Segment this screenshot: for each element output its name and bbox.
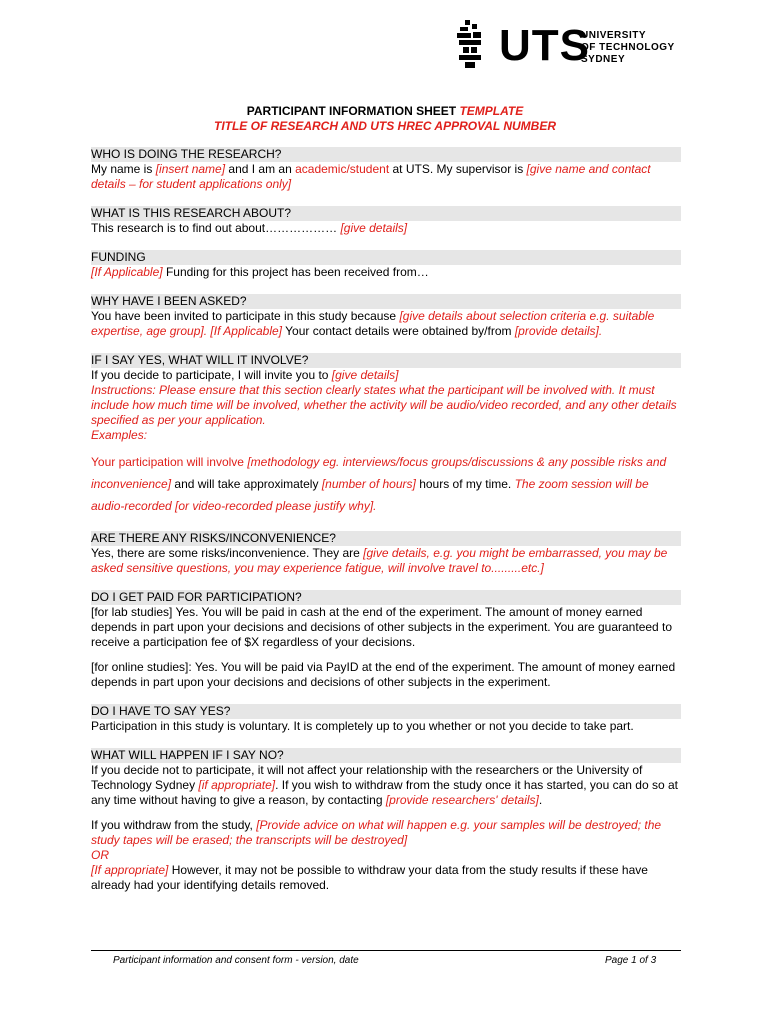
footer-version: Participant information and consent form - version, date [113, 955, 359, 966]
section-why-asked [91, 294, 681, 339]
section-text: [If Applicable] Funding for this project has been received from… [91, 265, 429, 279]
section-paid [91, 590, 681, 690]
section-about [91, 206, 681, 236]
document-body [91, 147, 681, 893]
section-text: This research is to find out about……………… [give details] [91, 221, 408, 235]
lab-studies-text: [for lab studies] Yes. You will be paid in cash at the end of the experiment. The amount of money earned depends in part upon your decisions and decisions of other subjects in the experiment. You are guaranteed to receive a participation fee of $X regardless of your decisions. [91, 605, 673, 649]
section-text: You have been invited to participate in this study because [give details about selection criteria e.g. suitable expertise, age group]. [If Applicable] Your contact details were obtained by/from [provide details]. [91, 309, 655, 338]
section-text: Participation in this study is voluntary. It is completely up to you whether or not you decide to take part. [91, 719, 634, 733]
section-heading: WHO IS DOING THE RESEARCH? [91, 147, 681, 162]
section-funding [91, 250, 681, 280]
uts-logo [455, 20, 685, 72]
logo-line-2: OF TECHNOLOGY [581, 42, 675, 53]
uts-emblem-icon [455, 20, 493, 70]
instructions-text: Instructions: Please ensure that this section clearly states what the participant will be involved with. It must include how much time will be involved, whether the activity will be audio/video recorded, and any other details specified as per your application. [91, 383, 677, 427]
section-text: Yes, there are some risks/inconvenience. They are [give details, e.g. you might be embarrassed, you may be asked sensitive questions, you may experience fatigue, will involve travel to.........etc.] [91, 546, 668, 575]
section-involve [91, 353, 681, 517]
footer-divider [91, 950, 681, 951]
online-studies-text: [for online studies]: Yes. You will be paid via PayID at the end of the experiment. The amount of money earned depends in part upon your decisions and decisions of other subjects in the experiment. [91, 660, 676, 689]
section-say-yes [91, 704, 681, 734]
examples-label: Examples: [91, 428, 148, 442]
section-text: My name is [insert name] and I am an academic/student at UTS. My supervisor is [give name and contact details – for student applications only] [91, 162, 651, 191]
example-text: Your participation will involve [methodology eg. interviews/focus groups/discussions & any possible risks and inconvenience] and will take approximately [number of hours] hours of my time. The zoom session will be audio-recorded [or video-recorded please justify why]. [91, 455, 667, 513]
section-risks [91, 531, 681, 576]
footer-page-number: Page 1 of 3 [605, 955, 657, 966]
section-heading: DO I GET PAID FOR PARTICIPATION? [91, 590, 681, 605]
section-heading: WHAT WILL HAPPEN IF I SAY NO? [91, 748, 681, 763]
section-heading: DO I HAVE TO SAY YES? [91, 704, 681, 719]
logo-line-3: SYDNEY [581, 54, 626, 65]
section-text: If you decide not to participate, it will not affect your relationship with the researchers or the University of Technology Sydney [if appropriate]. If you wish to withdraw from the study once it has started, you can do so at any time without having to give a reason, by contacting [provide researchers' details]. [91, 763, 678, 807]
or-text: OR [91, 848, 109, 862]
section-heading: FUNDING [91, 250, 681, 265]
section-text: If you decide to participate, I will invite you to [give details] [91, 368, 399, 382]
section-say-no [91, 748, 681, 893]
logo-line-1: UNIVERSITY [581, 30, 647, 41]
document-title: PARTICIPANT INFORMATION SHEET TEMPLATE [246, 104, 524, 118]
logo-wordmark: UTS [499, 21, 590, 70]
logo-university-name [581, 30, 675, 66]
document-subtitle: TITLE OF RESEARCH AND UTS HREC APPROVAL NUMBER [213, 119, 556, 133]
section-heading: ARE THERE ANY RISKS/INCONVENIENCE? [91, 531, 681, 546]
section-heading: WHAT IS THIS RESEARCH ABOUT? [91, 206, 681, 221]
withdraw-data-text: [If appropriate] However, it may not be possible to withdraw your data from the study results if these have already had your identifying details removed. [91, 863, 648, 892]
section-heading: IF I SAY YES, WHAT WILL IT INVOLVE? [91, 353, 681, 368]
withdraw-text: If you withdraw from the study, [Provide advice on what will happen e.g. your samples will be destroyed; the study tapes will be erased; the transcripts will be destroyed] [91, 818, 662, 847]
section-heading: WHY HAVE I BEEN ASKED? [91, 294, 681, 309]
section-who [91, 147, 681, 192]
